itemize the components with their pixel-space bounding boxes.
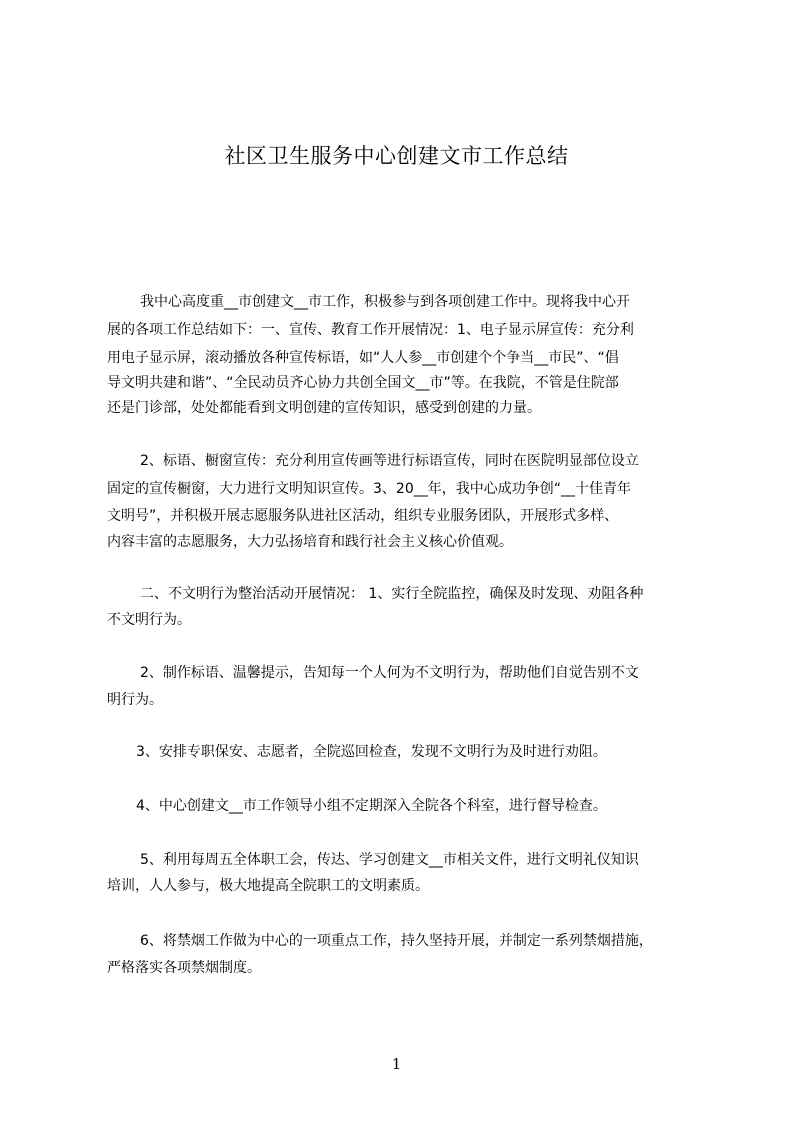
paragraph-3-line-2: 不文明行为。 <box>107 612 191 628</box>
paragraph-1-line-5: 还是门诊部，处处都能看到文明创建的宣传知识，感受到创建的力量。 <box>107 400 541 416</box>
paragraph-8-line-1: 6、将禁烟工作做为中心的一项重点工作，持久坚持开展，并制定一系列禁烟措施， <box>140 933 653 949</box>
paragraph-7-line-2: 培训，人人参与，极大地提高全院职工的文明素质。 <box>107 878 429 894</box>
paragraph-2-line-4: 内容丰富的志愿服务，大力弘扬培育和践行社会主义核心价值观。 <box>107 534 513 550</box>
paragraph-8-line-2: 严格落实各项禁烟制度。 <box>107 960 261 976</box>
page-number: 1 <box>391 1055 402 1073</box>
paragraph-4-line-1: 2、制作标语、温馨提示，告知每一个人何为不文明行为，帮助他们自觉告别不文 <box>140 665 639 681</box>
paragraph-4-line-2: 明行为。 <box>107 692 163 708</box>
paragraph-2-line-2: 固定的宣传橱窗，大力进行文明知识宣传。3、20__年，我中心成功争创“__十佳青年 <box>107 481 631 497</box>
paragraph-1-line-3: 用电子显示屏，滚动播放各种宣传标语，如“人人参__市创建个个争当__市民”、“倡 <box>107 350 619 366</box>
paragraph-1-line-4: 导文明共建和谐”、“全民动员齐心协力共创全国文__市”等。在我院，不管是住院部 <box>107 375 619 391</box>
paragraph-1-line-1: 我中心高度重__市创建文__市工作，积极参与到各项创建工作中。现将我中心开 <box>140 294 630 310</box>
document-title: 社区卫生服务中心创建文市工作总结 <box>224 144 569 168</box>
paragraph-2-line-3: 文明号”，并积极开展志愿服务队进社区活动，组织专业服务团队，开展形式多样、 <box>107 508 619 524</box>
paragraph-3-line-1: 二、不文明行为整治活动开展情况： 1、实行全院监控，确保及时发现、劝阻各种 <box>140 586 644 602</box>
paragraph-5-line-1: 3、安排专职保安、志愿者，全院巡回检查，发现不文明行为及时进行劝阻。 <box>136 744 607 760</box>
paragraph-2-line-1: 2、标语、橱窗宣传：充分利用宣传画等进行标语宣传，同时在医院明显部位设立 <box>140 453 639 469</box>
paragraph-1-line-2: 展的各项工作总结如下：一、宣传、教育工作开展情况：1、电子显示屏宣传：充分利 <box>107 322 634 338</box>
paragraph-6-line-1: 4、中心创建文__市工作领导小组不定期深入全院各个科室，进行督导检查。 <box>136 798 607 814</box>
paragraph-7-line-1: 5、利用每周五全体职工会，传达、学习创建文__市相关文件，进行文明礼仪知识 <box>140 852 639 868</box>
